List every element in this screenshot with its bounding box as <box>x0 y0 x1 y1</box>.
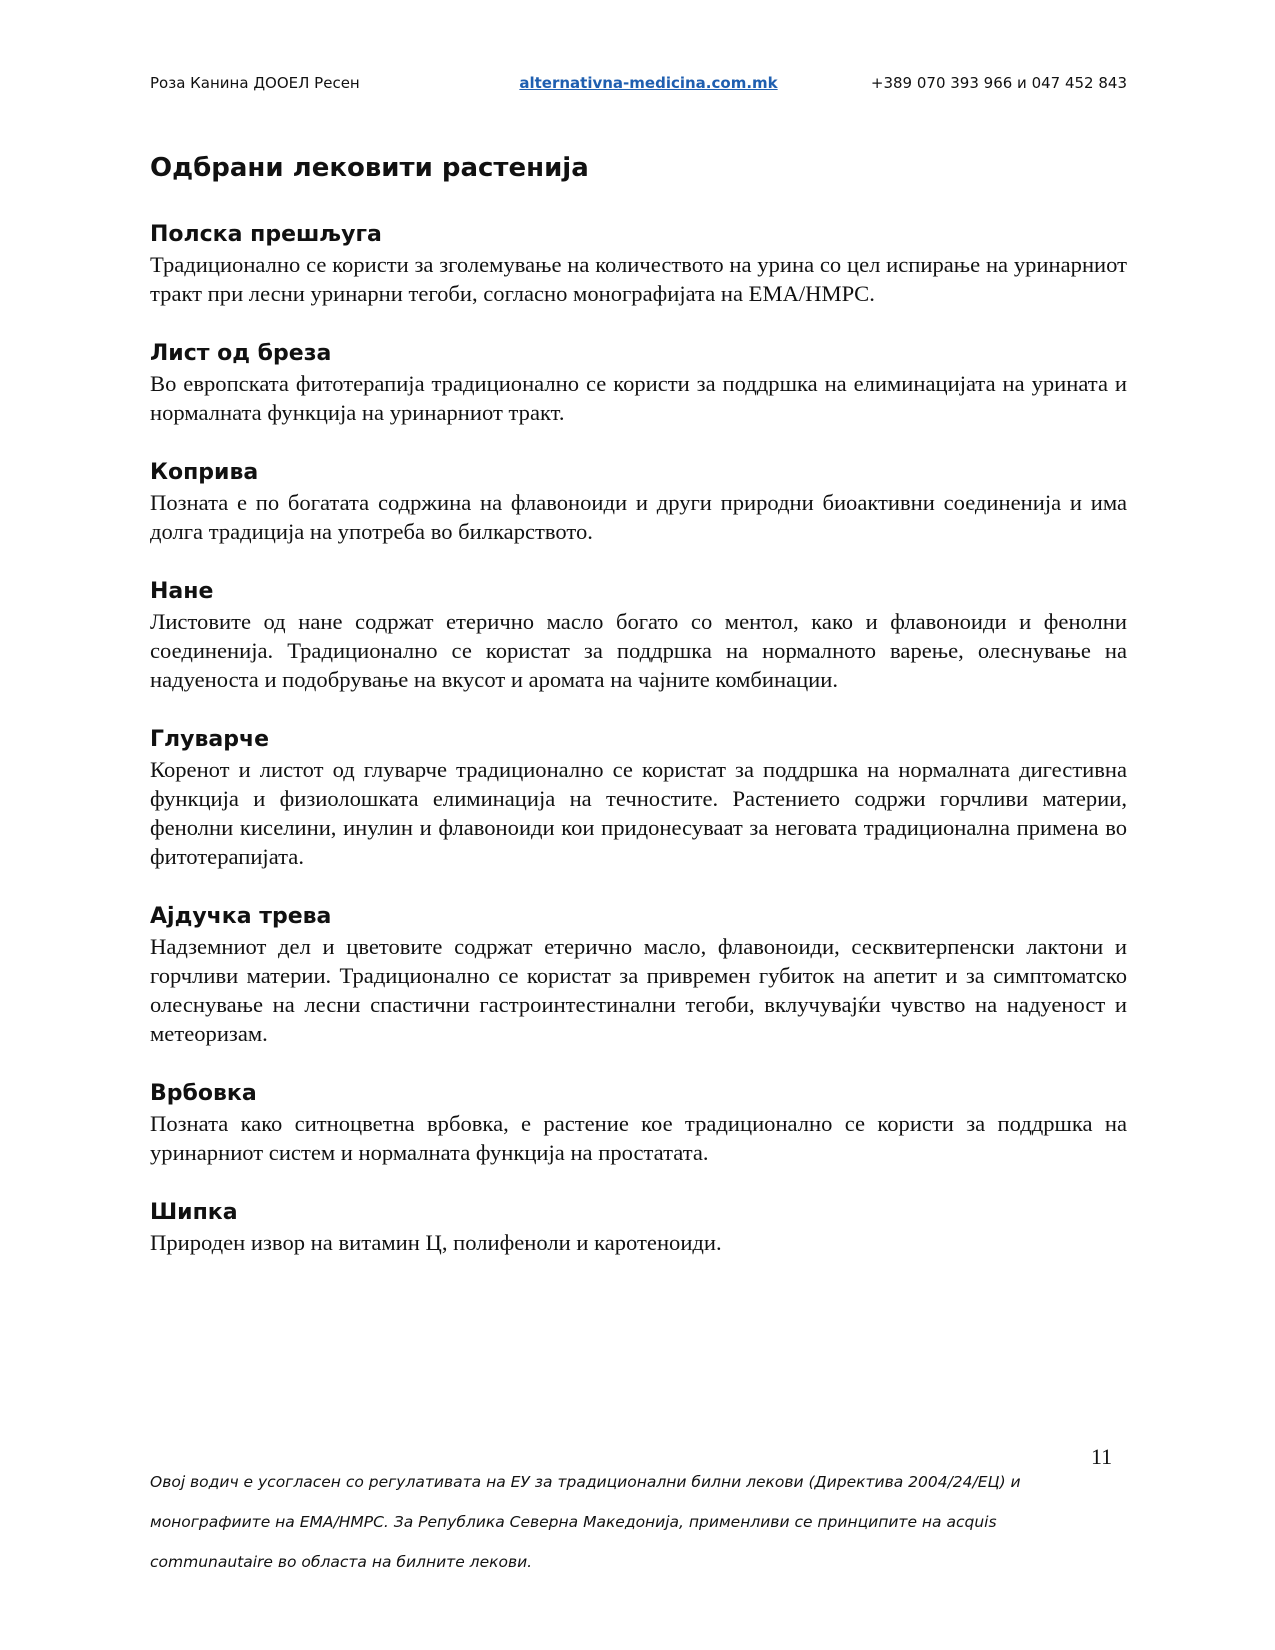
website-link[interactable]: alternativna-medicina.com.mk <box>519 74 778 92</box>
plant-list <box>150 220 1127 1288</box>
page-number: 11 <box>1091 1444 1113 1469</box>
plant-entry <box>150 1198 1127 1257</box>
plant-description: Коренот и листот од глуварче традиционално се користат за поддршка на нормалната дигестивна функција и физиолошката елиминација на течностите. Растението содржи горчливи материи, фенолни киселини, инулин и флавоноиди кои придонесуваат за неговата традиционална примена во фитотерапијата. <box>150 757 1127 869</box>
plant-name: Врбовка <box>150 1081 257 1106</box>
plant-name: Ајдучка трева <box>150 904 332 929</box>
plant-name: Нане <box>150 579 214 604</box>
plant-entry <box>150 339 1127 427</box>
plant-description: Позната како ситноцветна врбовка, е растение кое традиционално се користи за поддршка на уринарниот систем и нормалната функција на простатата. <box>150 1111 1127 1165</box>
plant-entry <box>150 458 1127 546</box>
phone-numbers: +389 070 393 966 и 047 452 843 <box>870 74 1127 92</box>
plant-entry <box>150 220 1127 308</box>
plant-description: Природен извор на витамин Ц, полифеноли и каротеноиди. <box>150 1230 722 1255</box>
plant-name: Лист од бреза <box>150 341 332 366</box>
plant-description: Надземниот дел и цветовите содржат етерично масло, флавоноиди, сесквитерпенски лактони и горчливи материи. Традиционално се користат за привремен губиток на апетит и за симптоматско олеснување на лесни спастични гастроинтестинални тегоби, вклучувајќи чувство на надуеност и метеоризам. <box>150 934 1127 1046</box>
plant-entry <box>150 902 1127 1048</box>
plant-name: Коприва <box>150 460 259 485</box>
plant-entry <box>150 1079 1127 1167</box>
plant-description: Во европската фитотерапија традиционално се користи за поддршка на елиминацијата на урината и нормалната функција на уринарниот тракт. <box>150 371 1127 425</box>
plant-entry <box>150 577 1127 694</box>
page-header <box>150 74 1127 98</box>
plant-name: Глуварче <box>150 727 270 752</box>
plant-description: Традиционално се користи за зголемување на количеството на урина со цел испирање на уринарниот тракт при лесни уринарни тегоби, согласно монографијата на ЕМА/HMPC. <box>150 252 1127 306</box>
company-name: Роза Канина ДООЕЛ Ресен <box>150 74 360 92</box>
page-title: Одбрани лековити растенија <box>150 153 589 183</box>
footer-note: Овој водич е усогласен со регулативата на ЕУ за традиционални билни лекови (Директива 2004/24/ЕЦ) и монографиите на ЕМА/HMPC. За Република Северна Македонија, применливи се принципите на acquis communautaire во областа на билните лекови. <box>150 1473 1021 1571</box>
plant-description: Позната е по богатата содржина на флавоноиди и други природни биоактивни соединенија и има долга традиција на употреба во билкарството. <box>150 490 1127 544</box>
plant-entry <box>150 725 1127 871</box>
plant-name: Шипка <box>150 1200 238 1225</box>
plant-name: Полска прешљуга <box>150 222 382 247</box>
plant-description: Листовите од нане содржат етерично масло богато со ментол, како и флавоноиди и фенолни соединенија. Традиционално се користат за поддршка на нормалното варење, олеснување на надуеноста и подобрување на вкусот и аромата на чајните комбинации. <box>150 609 1127 692</box>
